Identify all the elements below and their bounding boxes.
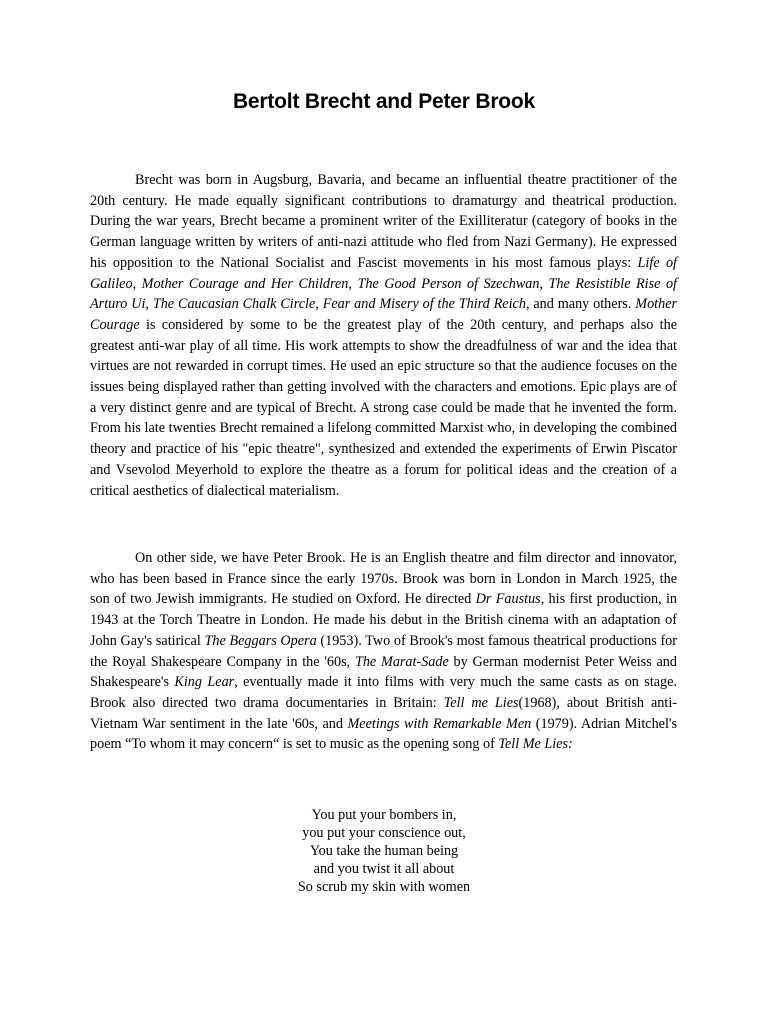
text-run: by German modernist Peter Weiss and Shakespeare's: [90, 653, 677, 691]
poem-line: you put your conscience out,: [302, 825, 466, 841]
text-run: , eventually made it into films with very much the same casts as on stage. Brook also directed two drama documentaries in Britain:: [90, 674, 677, 711]
italic-title-run: King Lear: [174, 674, 235, 691]
text-run: (1953). Two of Brook's most famous theatrical productions for the Royal Shakespeare Company in the '60s,: [90, 632, 678, 670]
italic-title-run: The Beggars Opera: [204, 632, 317, 649]
text-run: (1979). Adrian Mitchel's poem “To whom it may concern“ is set to music as the opening song of: [90, 715, 677, 753]
text-run: On other side, we have Peter Brook. He is an English theatre and film director and innovator, who has been based in France since the early 1970s. Brook was born in London in March 1925, the son of two Jewish immigrants. He studied on Oxford. He directed: [90, 550, 677, 608]
text-run: , and many others.: [525, 296, 636, 313]
italic-title-run: The Resistible Rise of Arturo Ui: [90, 275, 677, 313]
text-run: ,: [539, 275, 549, 292]
italic-title-run: Mother Courage: [90, 296, 678, 333]
poem-line: and you twist it all about: [313, 861, 455, 877]
italic-title-run: Fear and Misery of the Third Reich: [322, 296, 526, 313]
italic-title-run: Dr Faustus: [475, 591, 541, 608]
poem-line: You put your bombers in,: [311, 807, 457, 823]
text-run: ,: [348, 275, 358, 292]
italic-title-run: Life of Galileo: [90, 254, 677, 292]
document-title: Bertolt Brecht and Peter Brook: [232, 90, 536, 113]
poem-line: You take the human being: [309, 843, 459, 859]
text-run: ,: [145, 296, 153, 313]
poem-excerpt: [0, 806, 768, 896]
text-run: ,: [132, 275, 142, 292]
text-run: Brecht was born in Augsburg, Bavaria, and became an influential theatre practitioner of the 20th century. He made equally significant contributions to dramaturgy and theatrical production. During the war years, Brecht became a prominent writer of the Exilliteratur (category of books in the German language written by writers of anti-nazi attitude who fled from Nazi Germany). He expressed his opposition to the National Socialist and Fascist movements in his most famous plays:: [90, 172, 677, 271]
italic-title-run: The Good Person of Szechwan: [357, 275, 540, 292]
italic-title-run: The Caucasian Chalk Circle: [152, 296, 316, 313]
text-run: (1968), about British anti-Vietnam War sentiment in the late '60s, and: [90, 694, 677, 732]
italic-title-run: Tell Me Lies:: [498, 736, 573, 753]
poem-line: So scrub my skin with women: [297, 879, 471, 895]
italic-title-run: Meetings with Remarkable Men: [347, 715, 532, 732]
italic-title-run: Mother Courage and Her Children: [141, 275, 349, 292]
italic-title-run: The Marat-Sade: [354, 653, 449, 670]
text-run: is considered by some to be the greatest play of the 20th century, and perhaps also the greatest anti-war play of all time. His work attempts to show the dreadfulness of war and the idea that virtues are not rewarded in corrupt times. He used an epic structure so that the audience focuses on the issues being displayed rather than getting involved with the characters and emotions. Epic plays are of a very distinct genre and are typical of Brecht. A strong case could be made that he invented the form. From his late twenties Brecht remained a lifelong committed Marxist who, in developing the combined theory and practice of his "epic theatre", synthesized and extended the experiments of Erwin Piscator and Vsevolod Meyerhold to explore the theatre as a forum for political ideas and the creation of a critical aesthetics of dialectical materialism.: [90, 316, 677, 499]
paragraph-brook: [90, 548, 677, 755]
italic-title-run: Tell me Lies: [443, 694, 519, 711]
text-run: ,: [315, 296, 323, 313]
paragraph-brecht: [90, 170, 677, 501]
text-run: , his first production, in 1943 at the Torch Theatre in London. He made his debut in the British cinema with an adaptation of John Gay's satirical: [90, 591, 677, 649]
